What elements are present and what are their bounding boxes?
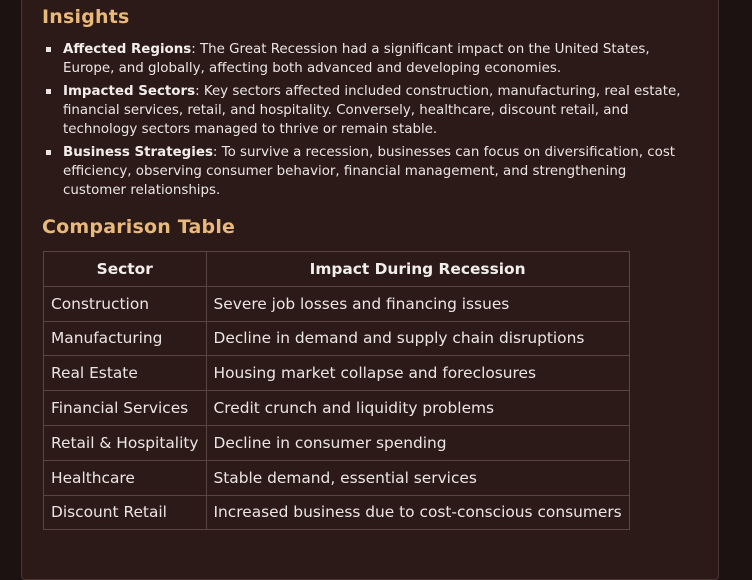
insights-heading: Insights — [42, 6, 130, 28]
sector-cell: Construction — [44, 286, 207, 321]
square-bullet-icon — [46, 150, 51, 155]
insight-text: : To survive a recession, businesses can focus on diversification, cost efficiency, observing consumer behavior, financial management, and strengthening customer relationships. — [63, 144, 676, 199]
insight-item-affected-regions — [42, 40, 682, 78]
table-row — [44, 425, 630, 460]
sector-cell: Financial Services — [44, 391, 207, 426]
sector-cell: Real Estate — [44, 356, 207, 391]
insight-item-impacted-sectors — [42, 82, 682, 140]
impact-cell: Decline in consumer spending — [206, 425, 629, 460]
table-header-row — [44, 252, 630, 287]
square-bullet-icon — [46, 47, 51, 52]
table-row — [44, 321, 630, 356]
sector-cell: Healthcare — [44, 460, 207, 495]
comparison-table — [43, 251, 630, 530]
table-row — [44, 356, 630, 391]
content-card — [21, 0, 719, 580]
insights-list — [42, 40, 682, 204]
table-row — [44, 460, 630, 495]
column-header-sector: Sector — [44, 252, 207, 287]
insight-item-business-strategies — [42, 143, 682, 201]
impact-cell: Increased business due to cost-conscious consumers — [206, 495, 629, 530]
impact-cell: Stable demand, essential services — [206, 460, 629, 495]
impact-cell: Housing market collapse and foreclosures — [206, 356, 629, 391]
sector-cell: Discount Retail — [44, 495, 207, 530]
insight-term: Business Strategies — [63, 144, 213, 160]
square-bullet-icon — [46, 89, 51, 94]
sector-cell: Retail & Hospitality — [44, 425, 207, 460]
column-header-impact: Impact During Recession — [206, 252, 629, 287]
sector-cell: Manufacturing — [44, 321, 207, 356]
impact-cell: Severe job losses and financing issues — [206, 286, 629, 321]
insight-term: Impacted Sectors — [63, 83, 196, 99]
table-row — [44, 495, 630, 530]
table-row — [44, 286, 630, 321]
table-row — [44, 391, 630, 426]
impact-cell: Decline in demand and supply chain disruptions — [206, 321, 629, 356]
insight-text: : Key sectors affected included construction, manufacturing, real estate, financial services, retail, and hospitality. Conversely, healthcare, discount retail, and technology sectors managed to thrive or remain stable. — [63, 83, 681, 138]
insight-text: : The Great Recession had a significant impact on the United States, Europe, and globally, affecting both advanced and developing economies. — [63, 42, 650, 77]
impact-cell: Credit crunch and liquidity problems — [206, 391, 629, 426]
insight-term: Affected Regions — [63, 42, 192, 57]
comparison-heading: Comparison Table — [42, 216, 236, 238]
